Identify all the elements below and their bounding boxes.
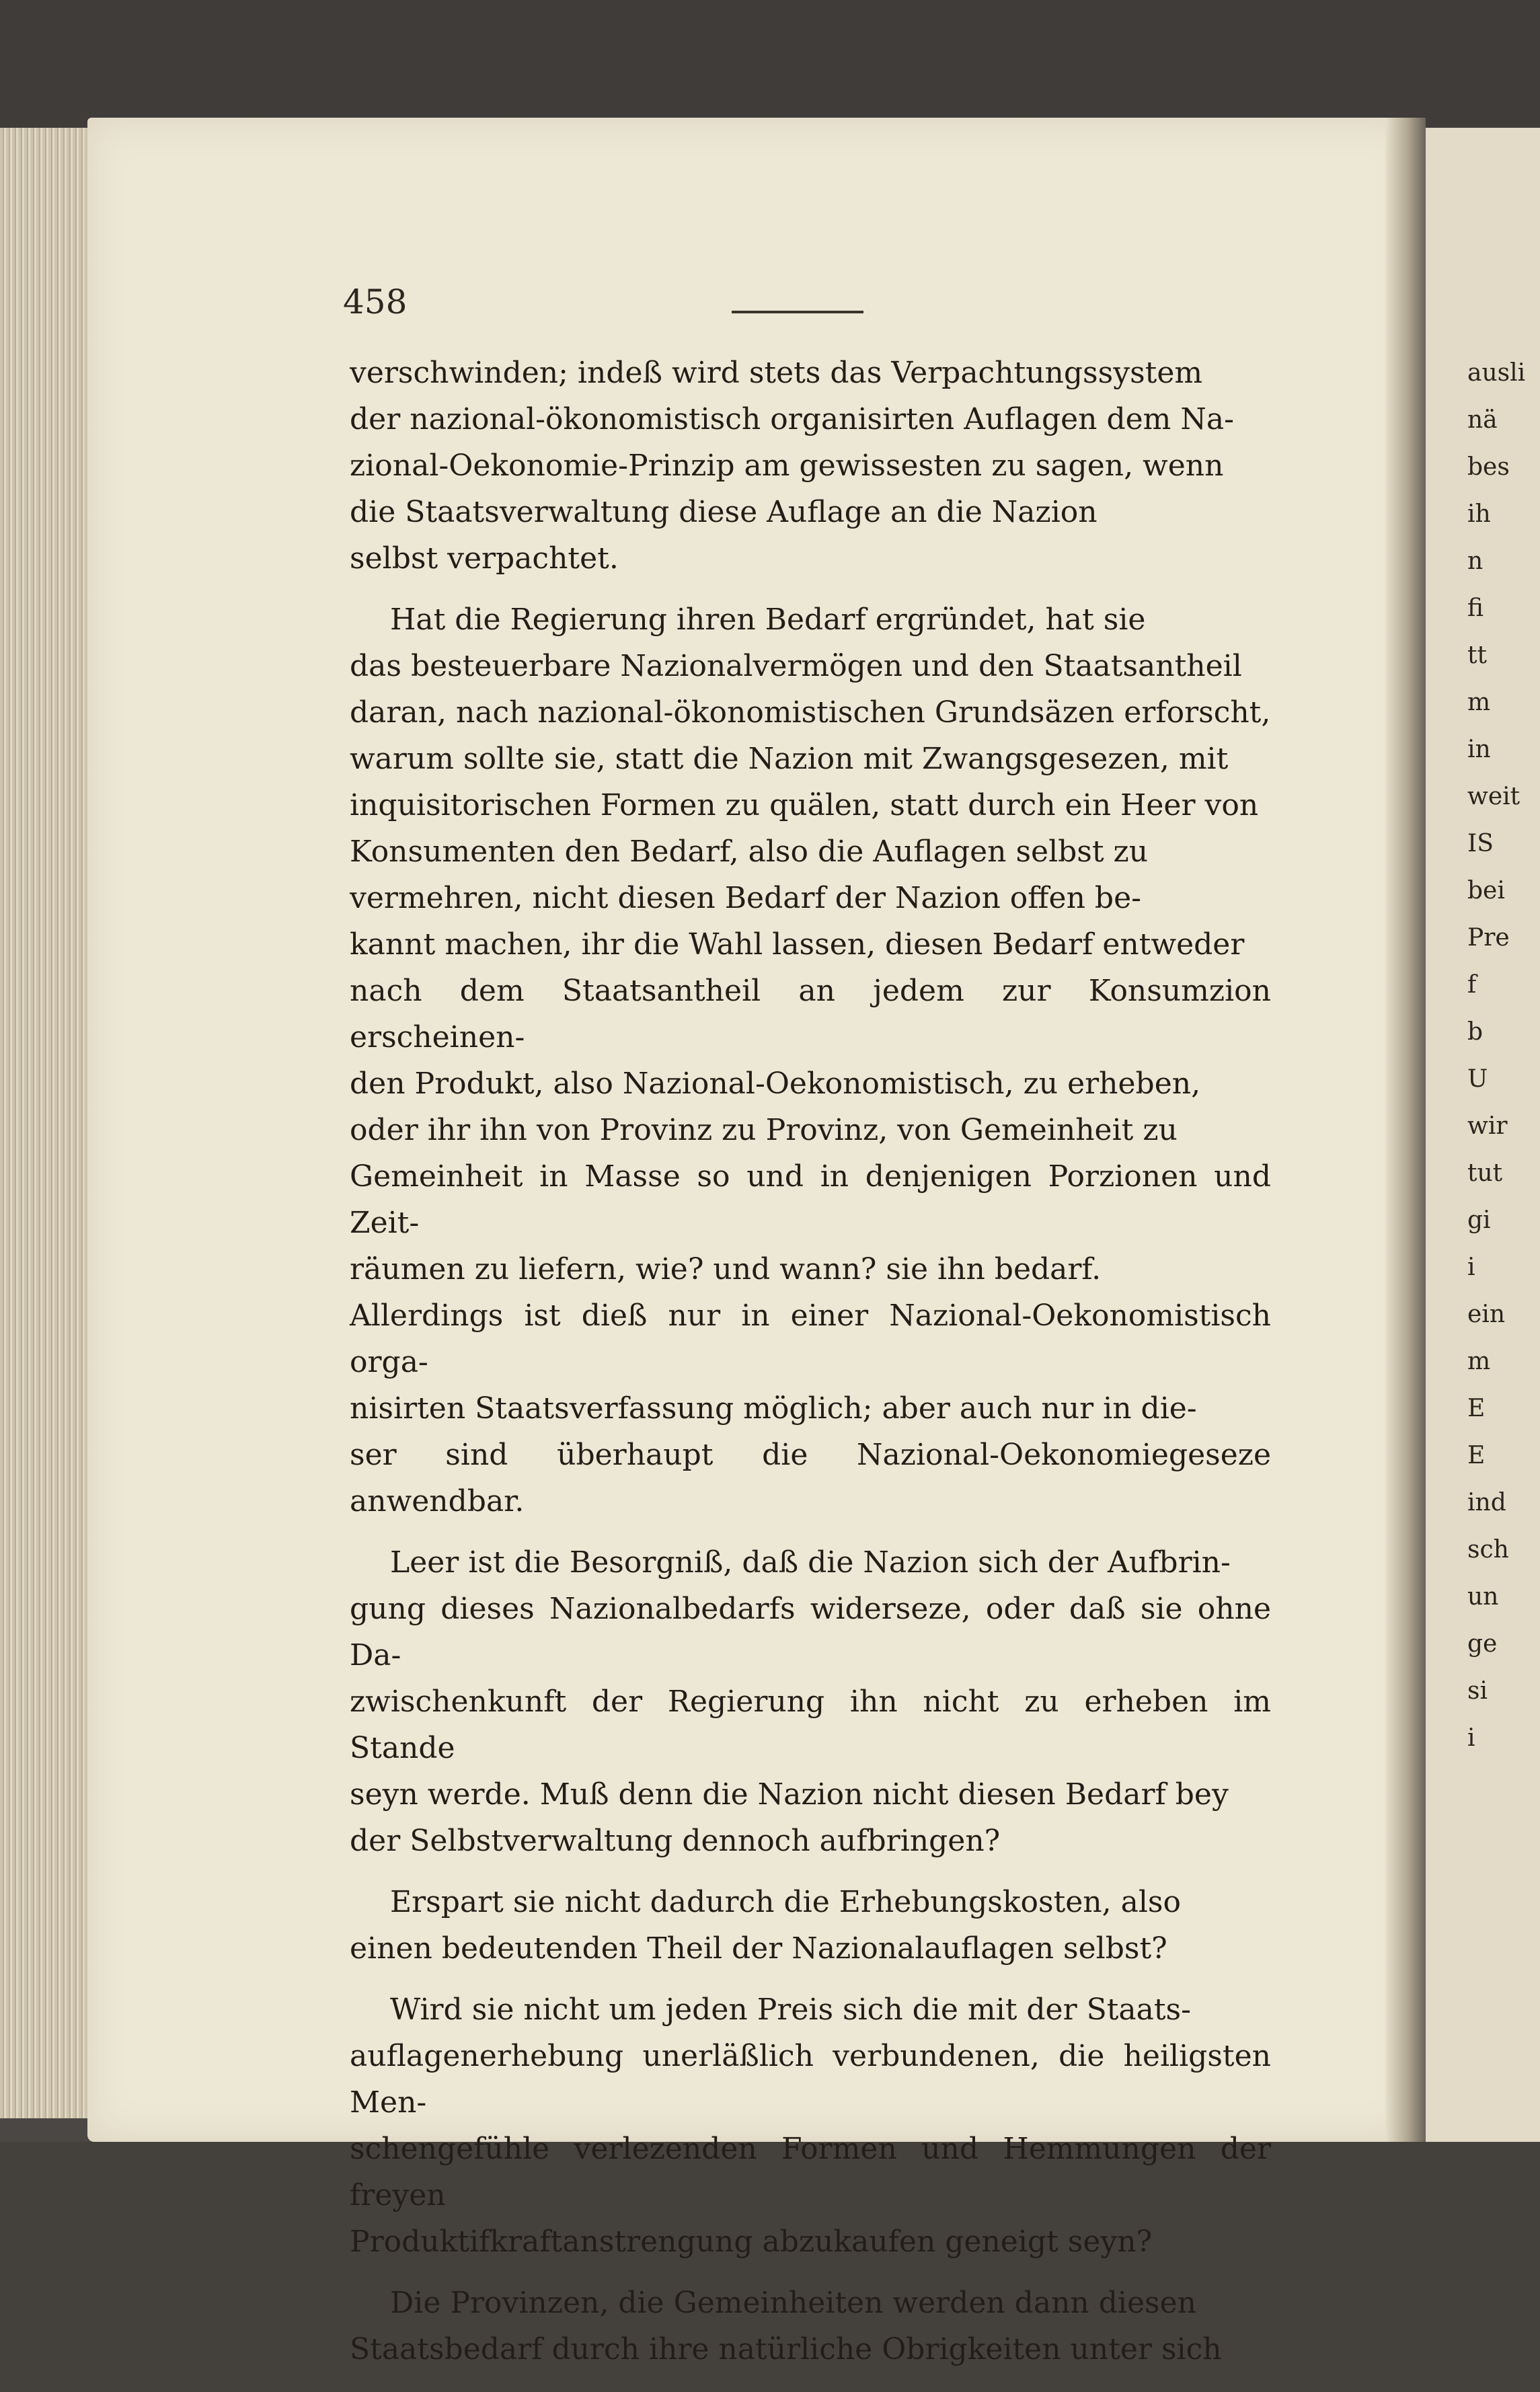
text-line: auflagenerhebung unerläßlich verbundenen, die heiligsten Men-	[350, 2039, 1271, 2120]
text-line: oder ihr ihn von Provinz zu Provinz, von Gemeinheit zu	[350, 1113, 1178, 1147]
text-line: den Produkt, also Nazional-Oekonomistisch, zu erheben,	[350, 1067, 1201, 1101]
text-line: Wird sie nicht um jeden Preis sich die mit der Staats-	[390, 1993, 1192, 2027]
text-line: schengefühle verlezenden Formen und Hemmungen der freyen	[350, 2132, 1271, 2212]
page-number: 458	[343, 282, 408, 321]
fragment-line: b	[1467, 1018, 1484, 1046]
fragment-line: U	[1467, 1065, 1488, 1093]
text-line: der Selbstverwaltung dennoch aufbringen?	[350, 1824, 1001, 1858]
background-top	[0, 0, 1540, 128]
fragment-line: weit	[1467, 783, 1520, 810]
paragraph	[350, 1879, 1271, 1972]
fragment-line: ein	[1467, 1301, 1506, 1328]
paragraph	[350, 596, 1271, 1525]
text-line: Staatsbedarf durch ihre natürliche Obrigkeiten unter sich	[350, 2332, 1222, 2366]
fragment-line: ausli	[1467, 359, 1526, 387]
text-line: inquisitorischen Formen zu quälen, statt durch ein Heer von	[350, 788, 1259, 822]
text-line: Hat die Regierung ihren Bedarf ergründet, hat sie	[390, 603, 1146, 637]
fragment-line: tt	[1467, 642, 1487, 669]
fragment-line: E	[1467, 1395, 1486, 1422]
fragment-line: gi	[1467, 1206, 1491, 1234]
fragment-line: i	[1467, 1724, 1475, 1752]
text-line: Allerdings ist dieß nur in einer Nazional-Oekonomistisch orga-	[350, 1299, 1271, 1379]
text-line: zional-Oekonomie-Prinzip am gewissesten zu sagen, wenn	[350, 449, 1224, 483]
fragment-line: ih	[1467, 500, 1491, 528]
fragment-line: i	[1467, 1253, 1475, 1281]
fragment-line: ge	[1467, 1630, 1498, 1658]
text-line: das besteuerbare Nazionalvermögen und den Staatsantheil	[350, 649, 1242, 683]
fragment-line: m	[1467, 689, 1491, 716]
fragment-line: IS	[1467, 830, 1494, 857]
fragment-line: fi	[1467, 594, 1484, 622]
fragment-line: bes	[1467, 453, 1510, 481]
fragment-line: wir	[1467, 1112, 1508, 1140]
paragraph	[350, 2280, 1271, 2372]
text-line: Leer ist die Besorgniß, daß die Nazion sich der Aufbrin-	[390, 1545, 1231, 1580]
fragment-line: un	[1467, 1583, 1499, 1611]
text-line: der nazional-ökonomistisch organisirten Auflagen dem Na-	[350, 402, 1234, 436]
text-line: Erspart sie nicht dadurch die Erhebungskosten, also	[390, 1885, 1181, 1919]
fragment-line: ind	[1467, 1489, 1506, 1516]
fragment-line: nä	[1467, 406, 1498, 434]
text-line: ser sind überhaupt die Nazional-Oekonomiegeseze anwendbar.	[350, 1438, 1271, 1518]
paragraph	[350, 350, 1271, 582]
text-line: verschwinden; indeß wird stets das Verpachtungssystem	[350, 356, 1203, 390]
fragment-line: tut	[1467, 1159, 1503, 1187]
fragment-line: si	[1467, 1677, 1488, 1705]
fragment-line: f	[1467, 971, 1477, 999]
fragment-line: Pre	[1467, 924, 1510, 952]
fragment-line: E	[1467, 1442, 1486, 1469]
body-text	[350, 350, 1271, 2372]
header-rule	[732, 311, 863, 313]
text-line: selbst verpachtet.	[350, 541, 619, 576]
text-line: nisirten Staatsverfassung möglich; aber auch nur in die-	[350, 1391, 1197, 1426]
text-line: zwischenkunft der Regierung ihn nicht zu erheben im Stande	[350, 1685, 1271, 1765]
right-page-text-fragments	[1467, 350, 1535, 1762]
text-line: die Staatsverwaltung diese Auflage an die Nazion	[350, 495, 1098, 529]
text-line: gung dieses Nazionalbedarfs widerseze, oder daß sie ohne Da-	[350, 1592, 1271, 1672]
text-line: warum sollte sie, statt die Nazion mit Zwangsgesezen, mit	[350, 742, 1229, 776]
text-line: Gemeinheit in Masse so und in denjenigen Porzionen und Zeit-	[350, 1159, 1271, 1240]
fragment-line: n	[1467, 547, 1484, 575]
text-line: nach dem Staatsantheil an jedem zur Konsumzion erscheinen-	[350, 974, 1271, 1054]
fragment-line: bei	[1467, 877, 1505, 904]
text-line: kannt machen, ihr die Wahl lassen, diesen Bedarf entweder	[350, 927, 1245, 962]
text-line: daran, nach nazional-ökonomistischen Grundsäzen erforscht,	[350, 695, 1271, 730]
text-line: einen bedeutenden Theil der Nazionalauflagen selbst?	[350, 1931, 1167, 1966]
fragment-line: in	[1467, 736, 1491, 763]
fragment-line: sch	[1467, 1536, 1509, 1564]
text-line: Konsumenten den Bedarf, also die Auflagen selbst zu	[350, 835, 1149, 869]
text-line: räumen zu liefern, wie? und wann? sie ihn bedarf.	[350, 1252, 1102, 1286]
paragraph	[350, 1986, 1271, 2265]
text-line: Die Provinzen, die Gemeinheiten werden dann diesen	[390, 2286, 1196, 2320]
text-line: Produktifkraftanstrengung abzukaufen geneigt seyn?	[350, 2225, 1153, 2259]
page-edges	[0, 128, 87, 2118]
paragraph	[350, 1539, 1271, 1864]
text-line: vermehren, nicht diesen Bedarf der Nazion offen be-	[350, 881, 1141, 915]
book-gutter	[1385, 118, 1426, 2142]
fragment-line: m	[1467, 1348, 1491, 1375]
text-line: seyn werde. Muß denn die Nazion nicht diesen Bedarf bey	[350, 1777, 1229, 1812]
